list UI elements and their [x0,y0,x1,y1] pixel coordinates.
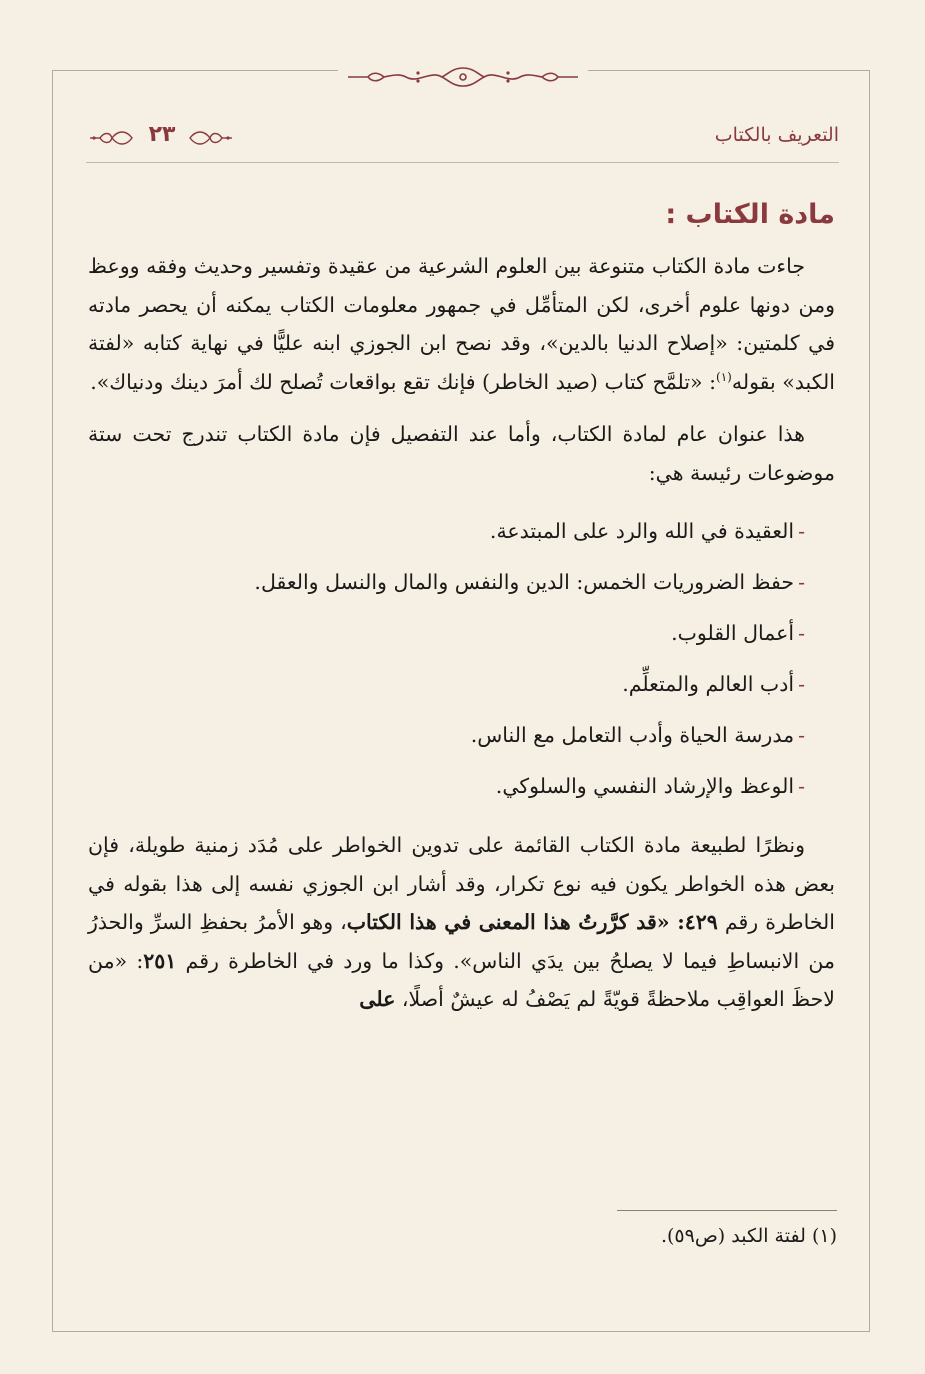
quote-repeated-meaning: : «قد كرَّرتُ هذا المعنى في هذا الكتاب [346,910,685,934]
list-marker: - [798,570,805,594]
continued-word: على [359,987,396,1011]
list-marker: - [798,672,805,696]
paragraph-repetition-text-b: ، وهو الأمرُ بحفظِ السرِّ والحذرُ من الانبساطِ فيما لا يصلحُ بين يدَي الناس». وكذا ما ورد في الخاطرة رقم [88,910,835,973]
paragraph-repetition-text-a: ونظرًا لطبيعة مادة الكتاب القائمة على تدوين الخواطر على مُدَد زمنية طويلة، فإن بعض هذه الخواطر يكون فيه نوع تكرار، وقد أشار ابن الجوزي نفسه إلى هذا بقوله في الخاطرة رقم [88,833,835,934]
footnote-marker: (١) [811,1225,837,1247]
list-item-text: الوعظ والإرشاد النفسي والسلوكي. [495,774,795,798]
paragraph-repetition [88,826,835,1019]
list-marker: - [798,774,805,798]
list-item [88,710,805,761]
footnote-divider [617,1210,837,1211]
list-item [88,761,805,812]
list-item [88,659,805,710]
list-item [88,506,805,557]
list-item [88,557,805,608]
khatira-number-429: ٤٢٩ [684,910,718,934]
page-body [88,195,835,1019]
list-item-text: العقيدة في الله والرد على المبتدعة. [489,519,795,543]
list-item-text: أعمال القلوب. [671,621,795,645]
running-title: التعريف بالكتاب [714,124,839,146]
page-header [86,124,839,158]
paragraph-intro-text-a: جاءت مادة الكتاب متنوعة بين العلوم الشرعية من عقيدة وتفسير وحديث وفقه ووعظ ومن دونها علوم أخرى، لكن المتأمِّل في جمهور معلومات الكتاب يمكنه أن يحصر مادته في كلمتين: «إصلاح الدنيا بالدين»، وقد نصح ابن الجوزي ابنه عليًّا في نهاية كتابه «لفتة الكبد» بقوله [88,254,835,394]
footnote [88,1222,837,1250]
paragraph-intro-text-b: : «تلمَّح كتاب (صيد الخاطر) فإنك تقع بواقعات تُصلح لك أمرَ دينك ودنياك». [90,369,716,394]
list-item-text: أدب العالم والمتعلِّم. [622,672,795,696]
list-marker: - [798,621,805,645]
paragraph-topics-intro: هذا عنوان عام لمادة الكتاب، وأما عند التفصيل فإن مادة الكتاب تندرج تحت ستة موضوعات رئيسة هي: [88,422,835,485]
list-item-text: حفظ الضروريات الخمس: الدين والنفس والمال والنسل والعقل. [254,570,795,594]
list-item-text: مدرسة الحياة وأدب التعامل مع الناس. [470,723,795,747]
section-title: مادة الكتاب : [665,199,835,230]
topics-list [88,506,835,812]
paragraph-intro [88,247,835,401]
header-divider [86,162,839,163]
page-number: ٢٣ [148,122,176,147]
page-number-ornament-icon [86,120,236,156]
list-marker: - [798,723,805,747]
top-ornament-icon [338,64,588,90]
khatira-number-251: ٢٥١ [143,948,177,973]
footnote-text: لفتة الكبد (ص٥٩). [660,1225,806,1247]
list-item [88,608,805,659]
paragraph-repetition-text-c: : «من لاحظَ العواقِب ملاحظةً قويّةً لم يَصْفُ له عيشٌ أصلًا، [88,948,835,1011]
list-marker: - [798,519,805,543]
footnote-reference: (١) [716,369,732,384]
